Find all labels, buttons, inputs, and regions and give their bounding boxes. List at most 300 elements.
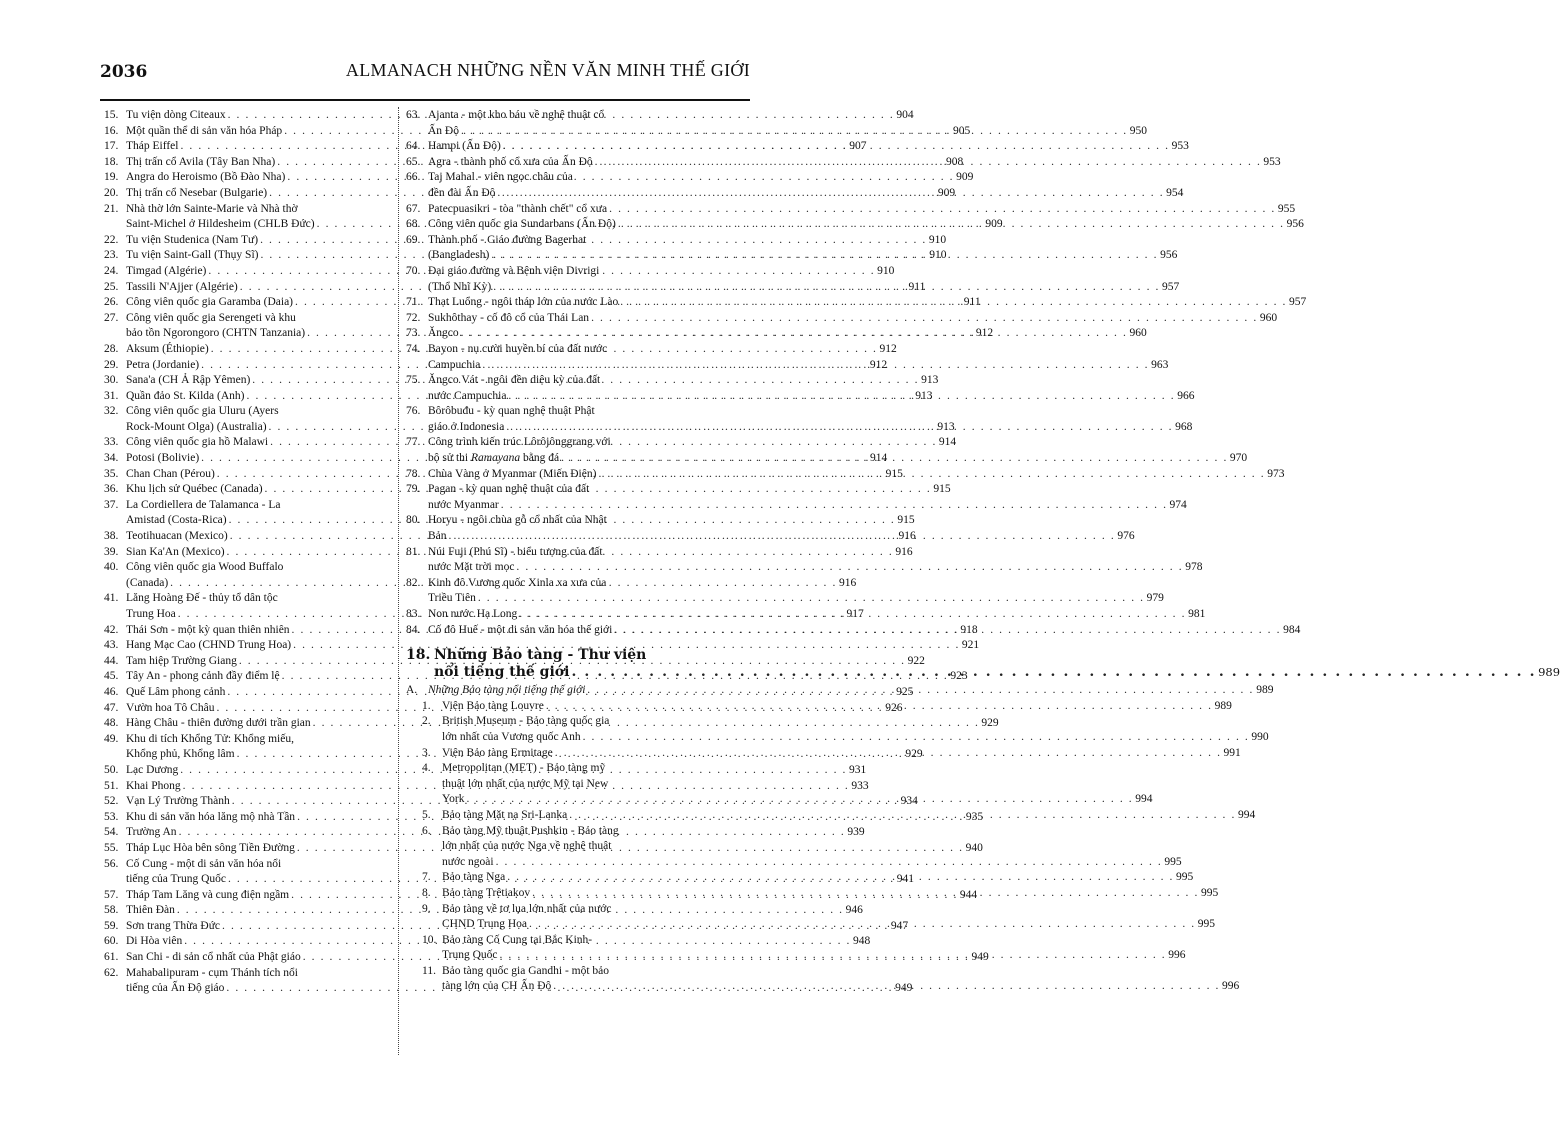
entry-title-line: Tu viện dòng Citeaux [126,109,226,121]
entry-title-line: Tassili N'Ajjer (Algérie) [126,280,238,293]
entry-page: 912 [869,358,888,371]
entry-number: 26. [104,296,119,309]
entry-title-line: Trung Hoa [126,608,176,620]
entry-title-line: tiếng của Ấn Độ giáo [126,982,225,995]
entry-number: 41. [104,592,119,605]
dot-leader [607,202,1278,218]
dot-leader [544,699,1215,715]
entry-page: 996 [1168,949,1186,962]
entry-number: 34. [104,452,119,465]
entry-number: 73. [406,327,421,340]
entry-page: 957 [1289,296,1307,309]
dot-leader [459,124,1130,140]
entry-number: 23. [104,249,119,262]
entry-title-line: Saint-Michel ở Hildesheim (CHLB Đức) [126,218,315,231]
entry-page: 933 [851,779,869,792]
entry-page: 909 [937,186,956,199]
entry-number: 48. [104,717,119,730]
entry-page: 990 [1251,730,1269,743]
entry-title-line: Angra do Heroismo (Bồ Đào Nha) [126,171,286,184]
entry-number: 11. [422,964,436,977]
entry-number: 3. [422,746,431,759]
entry-number: 28. [104,342,119,355]
entry-title-line: Thành phố - Giáo đường Bagerhat [428,233,587,246]
entry-title-line: Bôrôbuđu - kỳ quan nghệ thuật Phật [428,405,595,418]
entry-page: 979 [1146,592,1164,605]
entry-page: 960 [1129,327,1147,340]
entry-page: 994 [1237,808,1256,821]
entry-page: 970 [1229,452,1248,465]
entry-page: 968 [1175,420,1193,433]
entry-page: 973 [1267,467,1285,480]
dot-leader [618,295,1289,311]
entry-page: 981 [1188,608,1206,620]
entry-title-line: Ajanta - một kho báu về nghệ thuật cổ [428,109,605,121]
entry-number: 59. [104,919,119,932]
entry-page: 994 [1135,793,1153,806]
entry-page: 963 [1151,358,1169,371]
entry-title-line: Thiên Đàn [126,904,175,917]
entry-page: 909 [956,171,974,184]
entry-page: 957 [1162,280,1180,293]
entry-page: 996 [1222,980,1240,993]
entry-title-line: Bảo tàng quốc gia Gandhi - một bảo [442,964,610,977]
entry-title-line: Ăngco Vát - ngôi đền diệu kỳ của đất [428,374,601,387]
entry-title-line: nước Mặt trời mọc [428,561,515,574]
entry-number: 80. [406,514,421,527]
section-title-line: nổi tiếng thế giới [434,664,570,681]
entry-number: 51. [104,779,119,792]
dot-leader [495,186,1166,202]
entry-number: 42. [104,623,119,636]
entry-title-line: Nhà thờ lớn Sainte-Marie và Nhà thờ [126,202,298,215]
entry-page: 915 [933,483,951,496]
entry-number: 15. [104,109,119,121]
entry-title-line: lớn nhất của Vương quốc Anh [442,730,581,743]
entry-title-line: Tháp Lục Hòa bên sông Tiền Đường [126,841,295,854]
entry-page: 916 [895,545,913,558]
entry-title-line: Lăng Hoàng Đế - thủy tổ dân tộc [126,592,278,605]
entry-number: 63. [406,109,421,121]
entry-number: 50. [104,763,119,776]
entry-title-line: Tháp Tam Lăng và cung điện ngầm [126,888,290,901]
dot-leader [459,326,1130,342]
entry-number: 71. [406,296,421,309]
entry-number: 53. [104,810,119,823]
entry-number: 27. [104,311,119,324]
entry-page: 910 [928,233,947,246]
entry-title-line: Pagan - kỳ quan nghệ thuật của đất [428,483,590,496]
entry-title-line: Viện Bảo tàng Louvre [442,699,544,712]
entry-number: 38. [104,530,119,543]
entry-title-line: Triều Tiên [428,592,476,605]
toc-entry [406,202,1296,218]
entry-title-line: Lạc Dương [126,763,179,776]
entry-title-line: bảo tồn Ngorongoro (CHTN Tanzania) [126,327,306,340]
entry-title-line: bộ sử thi Ramayana bằng đá [428,452,560,465]
entry-title-line: Metropolitan (MET) - Bảo tàng mỹ [442,762,606,775]
entry-title-line: Bảo tàng Mỹ thuật Pushkin - Bảo tàng [442,824,619,837]
entry-page: 916 [838,576,857,589]
entry-title-line: nước Myanmar [428,498,499,511]
entry-title-line: CHND Trung Hoa [442,918,527,931]
entry-page: 949 [971,951,989,964]
entry-page: 954 [1166,186,1184,199]
entry-title-line: Vạn Lý Trường Thành [126,795,230,808]
entry-number: 30. [104,374,119,387]
entry-number: 32. [104,405,119,418]
entry-page: 944 [959,888,978,901]
entry-title-line: Cố đô Huế - một di sản văn hóa thế giới [428,623,613,636]
entry-number: 45. [104,670,119,683]
entry-title-line: Thạt Luổng - ngôi tháp lớn của nước Lào [428,296,619,309]
entry-page: 907 [849,140,867,153]
entry-page: 935 [965,810,984,823]
entry-page: 926 [885,701,903,714]
entry-title-line: Amistad (Costa-Rica) [126,514,227,527]
entry-page: 929 [981,717,999,730]
entry-number: 74. [406,342,421,355]
entry-number: 70. [406,264,421,277]
entry-number: 65. [406,155,421,168]
entry-page: 995 [1176,871,1194,884]
entry-number: 7. [422,871,431,884]
dot-leader [476,591,1147,607]
entry-title-line: Tam hiệp Trường Giang [126,654,237,667]
entry-page: 978 [1185,561,1203,574]
entry-title-line: Potosi (Bolivie) [126,452,200,465]
entry-page: 974 [1169,498,1187,511]
entry-page: 912 [879,342,897,355]
entry-title-line: Khổng phủ, Khổng lâm [126,748,235,761]
entry-number: 21. [104,202,119,215]
entry-number: 2. [422,715,431,728]
dot-leader [581,730,1252,746]
entry-title-line: Hampi (Ấn Độ) [428,140,501,153]
entry-number: 54. [104,826,119,839]
entry-title-line: York [442,793,465,806]
entry-number: 47. [104,701,119,714]
entry-title-line: Rock-Mount Olga) (Australia) [126,420,267,433]
entry-number: 72. [406,311,421,324]
entry-number: 46. [104,685,119,698]
entry-title-line: San Chi - di sản cổ nhất của Phật giáo [126,951,301,964]
entry-page: 995 [1197,918,1216,931]
entry-number: 83. [406,608,421,620]
entry-title-line: Mahabalipuram - cụm Thánh tích nổi [126,966,298,979]
entry-number: 58. [104,904,119,917]
entry-title-line: giáo ở Indonesia [428,420,505,433]
dot-leader [499,498,1170,514]
running-title: ALMANACH NHỮNG NỀN VĂN MINH THẾ GIỚI [345,60,750,80]
entry-page: 946 [845,904,863,917]
entry-page: 913 [921,374,939,387]
entry-page: 914 [869,452,888,465]
entry-number: 57. [104,888,119,901]
dot-leader [616,217,1287,233]
entry-title-line: Khu di tích Khổng Tử: Khổng miếu, [126,732,294,745]
entry-title-line: (Thổ Nhĩ Kỳ) [428,280,492,293]
entry-title-line: Ấn Độ [428,124,459,137]
entry-number: 67. [406,202,421,215]
entry-title-line: Một quần thể di sản văn hóa Pháp [126,124,283,137]
entry-title-line: Chùa Vàng ở Myanmar (Miến Điện) [428,467,597,480]
entry-title-line: Thị trấn cổ Nesebar (Bulgarie) [126,186,268,199]
dot-leader [593,155,1264,171]
entry-title-line: Kinh đô Vương quốc Xinla xa xưa của [428,576,607,589]
entry-title-line: Khu di sản văn hóa lăng mộ nhà Tần [126,810,296,823]
entry-page: 909 [985,218,1003,231]
dot-leader [504,420,1175,436]
entry-title-line: Công viên quốc gia Serengeti và khu [126,311,296,324]
entry-title-line: Chan Chan (Pérou) [126,467,215,480]
entry-title-line: Agra - thành phố cổ xưa của Ấn Độ [428,155,593,168]
entry-title-line: Petra (Jordanie) [126,358,200,371]
entry-title-line: Timgad (Algérie) [126,264,207,277]
entry-title-line: Thị trấn cổ Avila (Tây Ban Nha) [126,155,276,168]
entry-title-line: Sian Ka'An (Mexico) [126,545,225,558]
entry-title-line: Quế Lâm phong cảnh [126,685,226,698]
entry-page: 923 [950,670,968,683]
entry-number: 36. [104,483,119,496]
dot-leader [612,623,1283,639]
entry-page: 941 [896,873,915,886]
entry-page: 934 [900,795,918,808]
entry-page: 948 [853,935,871,948]
entry-number: 39. [104,545,119,558]
entry-page: 905 [952,124,971,137]
subsection-title: Những Bảo tàng nổi tiếng thế giới [428,684,586,697]
entry-title-line: Non nước Hạ Long [428,608,518,620]
entry-page: 925 [896,685,914,698]
entry-number: 9. [422,902,431,915]
entry-page: 918 [960,623,978,636]
entry-title-line: Ăngco [428,327,459,340]
entry-title-line: Campuchia [428,358,481,371]
entry-number: 82. [406,576,421,589]
entry-title-line: Công viên quốc gia Uluru (Ayers [126,405,279,418]
entry-number: 62. [104,966,119,979]
entry-page: 950 [1129,124,1148,137]
entry-title-line: British Museum - Bảo tàng quốc gia [442,715,610,728]
entry-title-line: Viện Bảo tàng Ermitage [442,746,553,759]
entry-number: 31. [104,389,119,402]
dot-leader [517,607,1188,623]
entry-number: 44. [104,654,119,667]
entry-number: 25. [104,280,119,293]
entry-page: 914 [938,436,957,449]
entry-number: 68. [406,218,421,231]
entry-page: 917 [846,608,864,620]
entry-number: 79. [406,483,421,496]
entry-title-line: Khu lịch sử Québec (Canada) [126,483,263,496]
entry-page: 976 [1117,530,1135,543]
entry-number: 24. [104,264,119,277]
entry-page: 913 [915,389,933,402]
entry-number: 29. [104,358,119,371]
entry-number: 4. [422,762,431,775]
entry-title-line: Hàng Châu - thiên đường dưới trần gian [126,717,311,730]
entry-number: 76. [406,405,421,418]
dot-leader [491,280,1162,296]
entry-title-line: Patecpuasikri - tòa "thành chết" cổ xưa [428,202,608,215]
dot-leader [567,808,1238,824]
entry-page: 995 [1164,855,1182,868]
entry-page: 910 [877,264,895,277]
dot-leader [494,855,1165,871]
entry-title-line: Trường An [126,826,177,839]
entry-number: 49. [104,732,119,745]
section-page: 989 [1538,665,1560,680]
entry-title-line: Tu viện Saint-Gall (Thụy Sĩ) [126,249,259,262]
entry-page: 916 [898,530,916,543]
entry-number: 18. [104,155,119,168]
entry-number: 64. [406,140,421,153]
entry-page: 931 [849,763,867,776]
section-number: 18. [406,647,431,664]
entry-title-line: Hang Mạc Cao (CHND Trung Hoa) [126,639,292,652]
entry-page: 956 [1160,249,1178,262]
entry-title-line: nước Campuchia [428,389,507,402]
entry-page: 953 [1171,140,1189,153]
entry-title-line: Công viên quốc gia Wood Buffalo [126,561,284,574]
dot-leader [514,560,1185,576]
entry-page: 995 [1200,886,1219,899]
entry-title-line: (Bangladesh) [428,249,490,262]
entry-title-line: Bản [428,530,447,543]
entry-number: 78. [406,467,421,480]
entry-title-line: Đại giáo đường và Bệnh viện Divrigi [428,264,600,277]
entry-title-line: Taj Mahal - viên ngọc châu của [428,171,573,184]
entry-page: 966 [1177,389,1195,402]
entry-number: 35. [104,467,119,480]
entry-title-line: Aksum (Éthiopie) [126,342,209,355]
entry-page: 939 [847,826,865,839]
entry-title-line: La Cordiellera de Talamanca - La [126,498,281,511]
entry-title-line: Núi Fuji (Phú Sĩ) - biểu tượng của đất [428,545,603,558]
entry-number: 40. [104,561,119,574]
entry-title-line: Di Hòa viên [126,935,183,948]
entry-page: 929 [905,748,923,761]
entry-number: 61. [104,951,119,964]
dot-leader [569,664,1538,681]
dot-leader [589,311,1260,327]
entry-title-line: thuật lớn nhất của nước Mỹ tại New [442,777,609,790]
entry-page: 955 [1277,202,1296,215]
entry-number: 6. [422,824,431,837]
subsection-letter: A. [406,684,418,697]
entry-title-line: Bảo tàng Trêtiakov [442,886,531,899]
dot-leader [585,683,1256,699]
entry-number: 10. [422,933,437,946]
entry-page: 956 [1286,218,1304,231]
entry-page: 949 [895,982,913,995]
entry-page: 915 [885,467,903,480]
entry-title-line: (Canada) [126,576,169,589]
entry-title-line: Quần đảo St. Kilda (Anh) [126,389,245,402]
toc-entry [406,311,1278,327]
dot-leader [506,389,1177,405]
header-rule [100,99,750,101]
entry-page: 915 [897,514,915,527]
entry-title-line: Khai Phong [126,779,181,792]
entry-number: 69. [406,233,421,246]
dot-leader [596,467,1267,483]
entry-number: 75. [406,374,421,387]
entry-number: 20. [104,186,119,199]
entry-page: 960 [1259,311,1278,324]
entry-title-line: Thái Sơn - một kỳ quan thiên nhiên [126,623,290,636]
entry-number: 84. [406,623,421,636]
entry-number: 16. [104,124,119,137]
entry-number: 81. [406,545,421,558]
entry-title-line: Bảo tàng Mặt nạ Sri-Lanka [442,808,568,821]
entry-number: 56. [104,857,119,870]
entry-page: 908 [946,155,964,168]
entry-number: 55. [104,841,119,854]
entry-title-line: Trung Quốc [442,949,498,962]
entry-title-line: Công viên quốc gia Garamba (Daia) [126,296,294,309]
entry-page: 940 [965,841,983,854]
entry-title-line: Bayon - nụ cười huyền bí của đất nước [428,342,608,355]
entry-number: 66. [406,171,421,184]
entry-title-line: Công viên quốc gia hồ Malawi [126,436,269,449]
entry-page: 913 [937,420,955,433]
dot-leader [497,948,1168,964]
entry-title-line: lớn nhất của nước Nga về nghệ thuật [442,840,612,853]
entry-number: 19. [104,171,119,184]
entry-page: 984 [1283,623,1301,636]
italic-title: Ramayana [470,452,521,465]
entry-title-line: Tu viện Studenica (Nam Tư) [126,233,259,246]
entry-title-line: Vườn hoa Tô Châu [126,701,215,714]
entry-number: 77. [406,436,421,449]
entry-number: 60. [104,935,119,948]
entry-page: 991 [1223,746,1241,759]
dot-leader [505,870,1176,886]
entry-title-line: tiếng của Trung Quốc [126,873,226,886]
entry-title-line: Sukhôthay - cố đô cổ của Thái Lan [428,311,590,324]
entry-number: 5. [422,808,431,821]
dot-leader [530,886,1201,902]
entry-title-line: Công trình kiến trúc Lôrôjônggrang với [428,436,611,449]
entry-page: 921 [961,639,980,652]
entry-number: 22. [104,233,119,246]
entry-number: 1. [422,699,431,712]
dot-leader [551,979,1222,995]
entry-page: 911 [908,280,926,293]
entry-title-line: Bảo tàng về tơ lụa lớn nhất của nước [442,902,612,915]
entry-page: 904 [896,109,914,121]
entry-number: 43. [104,639,119,652]
entry-title-line: Công viên quốc gia Sundarbans (Ấn Độ) [428,218,616,231]
entry-page: 911 [963,296,981,309]
entry-page: 953 [1263,155,1281,168]
dot-leader [553,746,1224,762]
entry-number: 33. [104,436,119,449]
entry-title-line: nước ngoài [442,855,494,868]
entry-number: 37. [104,498,119,511]
entry-title-line: Tháp Eiffel [126,140,179,153]
entry-title-line: Cố Cung - một di sản văn hóa nổi [126,857,282,870]
entry-title-line: Bảo tàng Nga [442,871,506,884]
entry-title-line: Teotihuacan (Mexico) [126,530,228,543]
entry-title-line: đền đài Ấn Độ [428,186,496,199]
entry-page: 912 [975,327,994,340]
page-number: 2036 [100,62,148,82]
entry-number: 8. [422,886,431,899]
entry-number: 17. [104,140,119,153]
